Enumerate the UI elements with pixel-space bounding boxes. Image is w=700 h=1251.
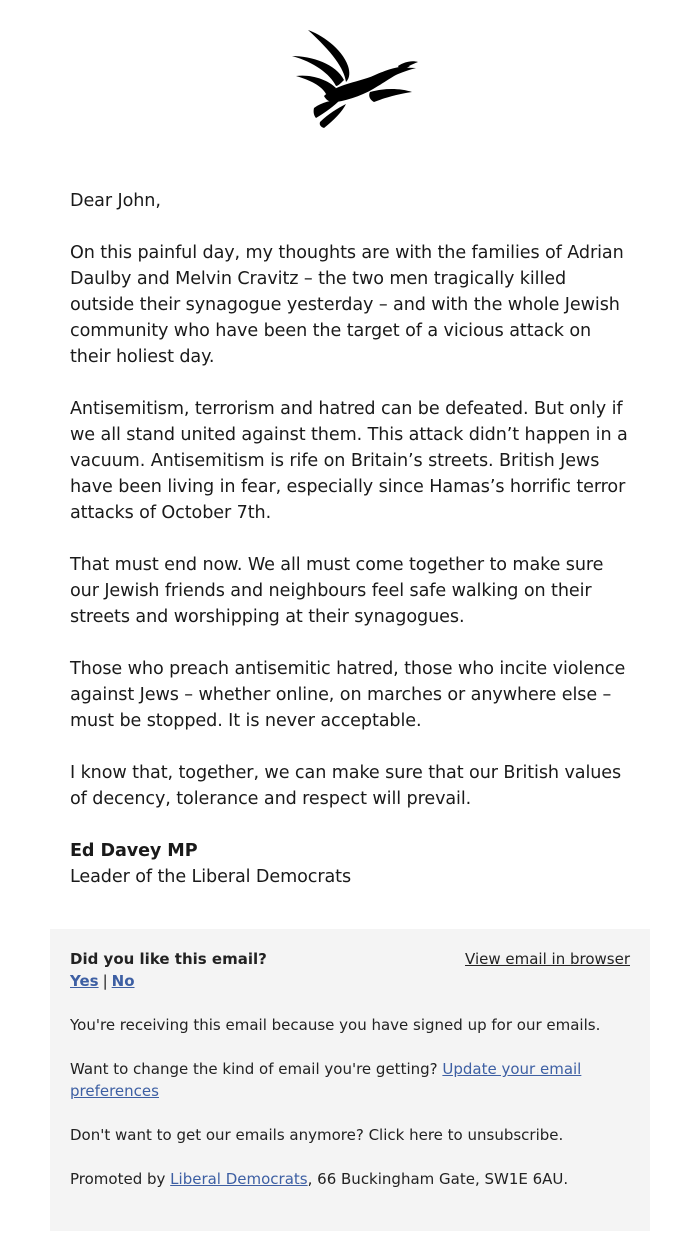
letter-body [70,188,635,890]
feedback-yes-link[interactable]: Yes [70,972,99,990]
paragraph-stopped: Those who preach antisemitic hatred, those who incite violence against Jews – whether online, on marches or anywhere else – must be stopped. It is never acceptable. [70,659,626,731]
signature [70,838,635,890]
feedback-question: Did you like this email? [70,950,267,968]
paragraph-condolence: On this painful day, my thoughts are with the families of Adrian Daulby and Melvin Cravitz – the two men tragically killed outside their synagogue yesterday – and with the whole Jewish community who have been the target of a vicious attack on their holiest day. [70,243,624,367]
paragraph-values: I know that, together, we can make sure that our British values of decency, tolerance and respect will prevail. [70,763,622,809]
update-preferences-link[interactable]: Update your email preferences [70,1060,582,1100]
change-prompt: Want to change the kind of email you're getting? [70,1060,438,1078]
greeting: Dear John, [70,191,161,211]
promoted-prefix: Promoted by [70,1170,166,1188]
signature-title: Leader of the Liberal Democrats [70,867,352,887]
logo-header [0,22,700,138]
libdem-bird-icon [280,22,420,132]
footer-content [70,948,630,1190]
promoted-by-notice [70,1168,630,1190]
receiving-notice: You're receiving this email because you have signed up for our emails. [70,1016,601,1034]
feedback-separator: | [102,972,108,990]
paragraph-antisemitism: Antisemitism, terrorism and hatred can be defeated. But only if we all stand united against them. This attack didn’t happen in a vacuum. Antisemitism is rife on Britain’s streets. British Jews have been living in fear, especially since Hamas’s horrific terror attacks of October 7th. [70,399,628,523]
paragraph-must-end: That must end now. We all must come together to make sure our Jewish friends and neighbours feel safe walking on their streets and worshipping at their synagogues. [70,555,604,627]
feedback-no-link[interactable]: No [111,972,135,990]
promoter-link[interactable]: Liberal Democrats [170,1170,308,1188]
unsubscribe-notice[interactable]: Don't want to get our emails anymore? Click here to unsubscribe. [70,1126,564,1144]
preferences-notice [70,1058,630,1102]
promoted-suffix: , 66 Buckingham Gate, SW1E 6AU. [307,1170,569,1188]
email-footer [50,929,650,1231]
signature-name: Ed Davey MP [70,841,198,861]
feedback-section [70,948,630,992]
feedback-links [70,972,135,990]
view-in-browser-link[interactable]: View email in browser [465,950,630,968]
